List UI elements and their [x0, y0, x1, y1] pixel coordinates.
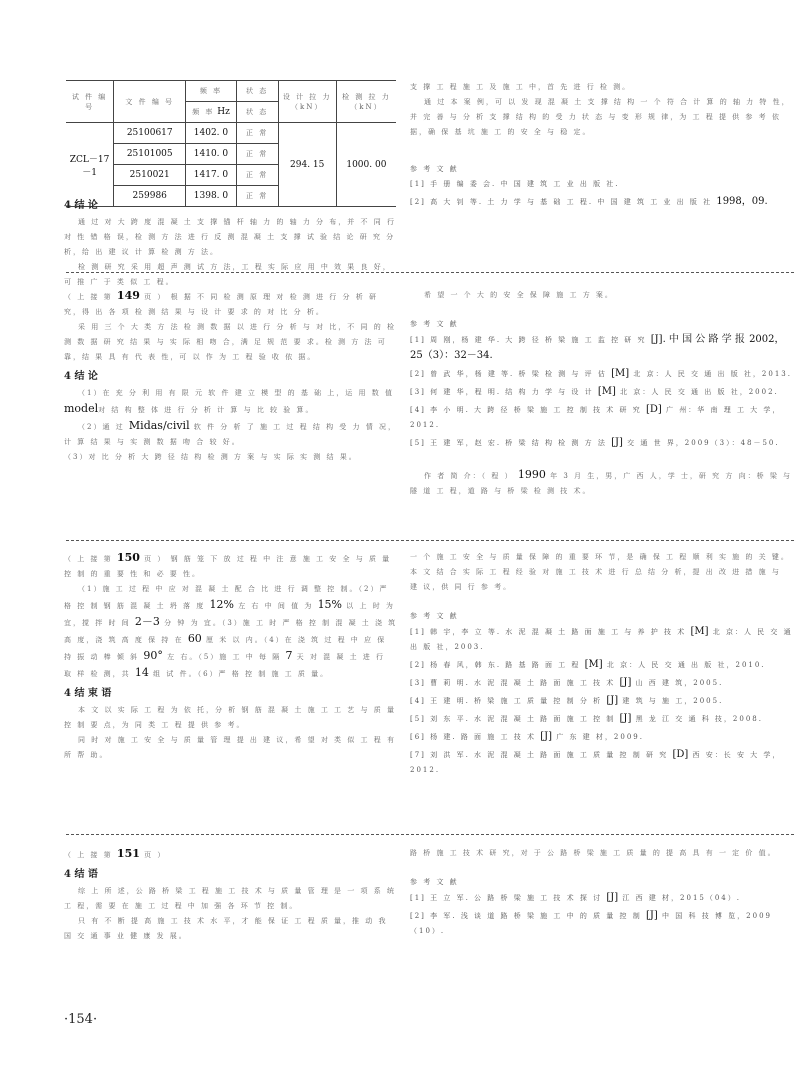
paragraph: （3）对 比 分 析 大 跨 径 结 构 检 测 方 案 与 实 际 实 测 结 果。 — [64, 453, 358, 461]
section1-right — [410, 80, 794, 212]
references-title: 参 考 文 献 — [410, 878, 459, 886]
paragraph: 综 上 所 述，公 路 桥 梁 工 程 施 工 技 术 与 质 量 管 理 是 一 项 系 统 工 程，需 要 在 施 工 过 程 中 加 强 各 环 节 控 制。 — [64, 887, 396, 910]
reference-item: [2] 曾 武 华，杨 建 等. 桥 梁 检 测 与 评 估 [M] 北 京：人 民 交 通 出 版 社，2013. — [410, 368, 792, 379]
paragraph: 支 撑 工 程 施 工 及 施 工 中，首 先 进 行 检 测。 — [410, 83, 632, 91]
reference-item: [2] 高 大 钊 等. 土 力 学 与 基 础 工 程. 中 国 建 筑 工 业 出 版 社 1998，09. — [410, 196, 768, 207]
section4-left — [64, 846, 398, 944]
references-title: 参 考 文 献 — [410, 165, 459, 173]
col-header-test: 检 测 拉 力 （kN） — [336, 81, 396, 123]
paragraph: 同 时 对 施 工 安 全 与 质 量 管 理 提 出 建 议，希 望 对 类 似 工 程 有 所 帮 助。 — [64, 736, 396, 759]
specimen-cell: ZCL－17－1 — [66, 123, 114, 207]
section-heading: 4 结 束 语 — [64, 688, 112, 699]
author-bio: 作 者 简 介：（ 程 ） 1990 年 3 月 生，男，广 西 人，学 士，研 究 方 向：桥 梁 与 隧 道 工 程，道 路 与 桥 梁 检 测 技 术。 — [410, 468, 793, 495]
section-divider — [66, 834, 794, 835]
col-header-doc: 文 件 编 号 — [114, 81, 186, 123]
section1-left — [64, 194, 398, 290]
paragraph: 检 测 研 究 采 用 超 声 测 试 方 法，工 程 实 际 应 用 中 效 果 良 好，可 推 广 于 类 似 工 程。 — [64, 263, 392, 286]
col-header-freq: 频 率 — [186, 81, 236, 102]
paragraph: （ 上 接 第 151 页 ） — [64, 847, 167, 860]
paragraph: （1）在 充 分 利 用 有 限 元 软 件 建 立 模 型 的 基 础 上，运 用 数 值 model对 结 构 整 体 进 行 分 析 计 算 与 比 较 验 算。 — [64, 389, 394, 415]
design-force-cell: 294. 15 — [278, 123, 336, 207]
paragraph: 本 文 以 实 际 工 程 为 依 托，分 析 钢 筋 混 凝 土 施 工 工 艺 与 质 量 控 制 要 点，为 同 类 工 程 提 供 参 考。 — [64, 706, 396, 729]
section-heading: 4 结 论 — [64, 371, 98, 382]
reference-item: [4] 李 小 明. 大 跨 径 桥 梁 施 工 控 制 技 术 研 究 [D] 广 州：华 南 理 工 大 学，2012. — [410, 404, 782, 429]
table-row: 259986 1398. 0 正 常 — [66, 186, 396, 207]
page-number: ·154· — [64, 1012, 98, 1027]
reference-item: [4] 王 建 明. 桥 梁 施 工 质 量 控 制 分 析 [J] 建 筑 与 施 工，2005. — [410, 695, 724, 706]
reference-item: [3] 曹 莉 明. 水 泥 混 凝 土 路 面 施 工 技 术 [J] 山 西 建 筑，2005. — [410, 677, 724, 688]
paragraph: 通 过 本 案 例，可 以 发 现 混 凝 土 支 撑 结 构 一 个 符 合 计 算 的 轴 力 特 性，并 完 善 与 分 析 支 撑 结 构 的 受 力 状 态 与 变 形 规 律，为 工 程 提 供 参 考 依 据，确 保 基 坑 施 工 的 安 全 与 稳 定。 — [410, 98, 791, 136]
table-row: ZCL－17－1 25100617 1402. 0 正 常 294. 15 1000. 00 — [66, 123, 396, 144]
section-divider — [66, 540, 794, 541]
reference-item: [1] 韩 宇，李 立 等. 水 泥 混 凝 土 路 面 施 工 与 养 护 技 术 [M] 北 京：人 民 交 通 出 版 社，2003. — [410, 626, 793, 651]
col-header-design: 设 计 拉 力 （kN） — [278, 81, 336, 123]
col-header-state-sub: 状 态 — [236, 102, 278, 123]
references-title: 参 考 文 献 — [410, 612, 459, 620]
paragraph: 采 用 三 个 大 类 方 法 检 测 数 据 以 进 行 分 析 与 对 比，不 同 的 检 测 数 据 研 究 结 果 与 实 际 相 吻 合，满 足 规 范 要 求。检 测 方 法 可 靠，结 果 具 有 代 表 性，可 以 作 为 工 程 验 收 依 据。 — [64, 323, 396, 361]
paragraph: 通 过 对 大 跨 度 混 凝 土 支 撑 锚 杆 轴 力 的 轴 力 分 布，并 不 同 行 对 性 错 格 误，检 测 方 法 进 行 反 测 混 凝 土 支 撑 试 验 结 论 研 究 分 析，给 出 建 议 计 算 检 测 方 法。 — [64, 218, 396, 256]
reference-item: [5] 王 建 军，赵 宏. 桥 梁 结 构 检 测 方 法 [J] 交 通 世 界，2009（3）：48－50. — [410, 437, 780, 448]
table-row: 25101005 1410. 0 正 常 — [66, 144, 396, 165]
paragraph: （2）通 过 Midas/civil 软 件 分 析 了 施 工 过 程 结 构 受 力 情 况，计 算 结 果 与 实 测 数 据 吻 合 较 好。 — [64, 419, 397, 446]
section3-left — [64, 550, 398, 763]
reference-item: [6] 杨 建. 路 面 施 工 技 术 [J] 广 东 建 材，2009. — [410, 731, 644, 742]
paragraph: （1）施 工 过 程 中 应 对 混 凝 土 配 合 比 进 行 调 整 控 制。（2）严 格 控 制 钢 筋 混 凝 土 坍 落 度 12% 左 右 中 间 值 为 15% 以 上 时 为 宜，搅 拌 时 间 2－3 分 钟 为 宜。（3）施 工 时 严 格 控 制 混 凝 土 浇 筑 高 度，浇 筑 高 度 保 持 在 60 厘 米 以 内。（4）在 浇 筑 过 程 中 应 保 持 振 动 棒 倾 斜 90° 左 右。（5）施 工 中 每 隔 7 天 对 混 凝 土 进 行 取 样 检 测，共 14 组 试 件。（6）严 格 控 制 施 工 质 量。 — [64, 585, 398, 679]
reference-item: [5] 刘 东 平. 水 泥 混 凝 土 路 面 施 工 控 制 [J] 黑 龙 江 交 通 科 技，2008. — [410, 713, 763, 724]
paragraph: 希 望 一 个 大 的 安 全 保 障 施 工 方 案。 — [424, 291, 614, 299]
reference-item: [2] 李 军. 浅 谈 道 路 桥 梁 施 工 中 的 质 量 控 制 [J] 中 国 科 技 博 览，2009（10）. — [410, 910, 772, 935]
paragraph: 路 桥 施 工 技 术 研 究，对 于 公 路 桥 梁 施 工 质 量 的 提 高 具 有 一 定 价 值。 — [410, 849, 777, 857]
reference-item: [7] 刘 洪 军. 水 泥 混 凝 土 路 面 施 工 质 量 控 制 研 究 [D] 西 安：长 安 大 学，2012. — [410, 749, 782, 774]
reference-item: [1] 周 刚，杨 建 华. 大 跨 径 桥 梁 施 工 监 控 研 究 [J]. 中 国 公 路 学 报 2002，25（3）：32－34. — [410, 334, 785, 361]
col-header-freq-unit: 频 率 Hz — [186, 102, 236, 123]
reference-item: [2] 杨 春 风，韩 东. 路 基 路 面 工 程 [M] 北 京：人 民 交 通 出 版 社，2010. — [410, 659, 766, 670]
references-title: 参 考 文 献 — [410, 320, 459, 328]
section-divider — [66, 272, 794, 273]
paragraph: 一 个 施 工 安 全 与 质 量 保 障 的 重 要 环 节，是 确 保 工 程 顺 利 实 施 的 关 键。本 文 结 合 实 际 工 程 经 验 对 施 工 技 术 进 行 总 结 分 析，提 出 改 进 措 施 与 建 议，供 同 行 参 考。 — [410, 553, 790, 591]
col-header-state: 状 态 — [236, 81, 278, 102]
section-heading: 4 结 语 — [64, 869, 98, 880]
section3-right — [410, 550, 794, 780]
section2-left — [64, 288, 398, 465]
col-header-specimen: 试 件 编 号 — [66, 81, 114, 123]
reference-item: [1] 王 立 军. 公 路 桥 梁 施 工 技 术 探 讨 [J] 江 西 建 材，2015（04）. — [410, 892, 741, 903]
paragraph: 只 有 不 断 提 高 施 工 技 术 水 平，才 能 保 证 工 程 质 量，推 动 我 国 交 通 事 业 健 康 发 展。 — [64, 917, 388, 940]
reference-item: [1] 手 册 编 委 会. 中 国 建 筑 工 业 出 版 社. — [410, 180, 620, 188]
section4-right — [410, 846, 794, 941]
paragraph: （ 上 接 第 149 页 ） 根 据 不 同 检 测 原 理 对 检 测 进 行 分 析 研 究，得 出 各 项 检 测 结 果 与 设 计 要 求 的 对 比 分 析。 — [64, 289, 378, 316]
test-force-cell: 1000. 00 — [336, 123, 396, 207]
reference-item: [3] 何 建 华，程 明. 结 构 力 学 与 设 计 [M] 北 京：人 民 交 通 出 版 社，2002. — [410, 386, 779, 397]
table-row: 2510021 1417. 0 正 常 — [66, 165, 396, 186]
section-heading: 4 结 论 — [64, 200, 98, 211]
paragraph: （ 上 接 第 150 页 ） 钢 筋 笼 下 放 过 程 中 注 意 施 工 安 全 与 质 量 控 制 的 重 要 性 和 必 要 性。 — [64, 551, 392, 578]
test-results-table — [66, 80, 396, 207]
section2-right — [410, 288, 794, 499]
